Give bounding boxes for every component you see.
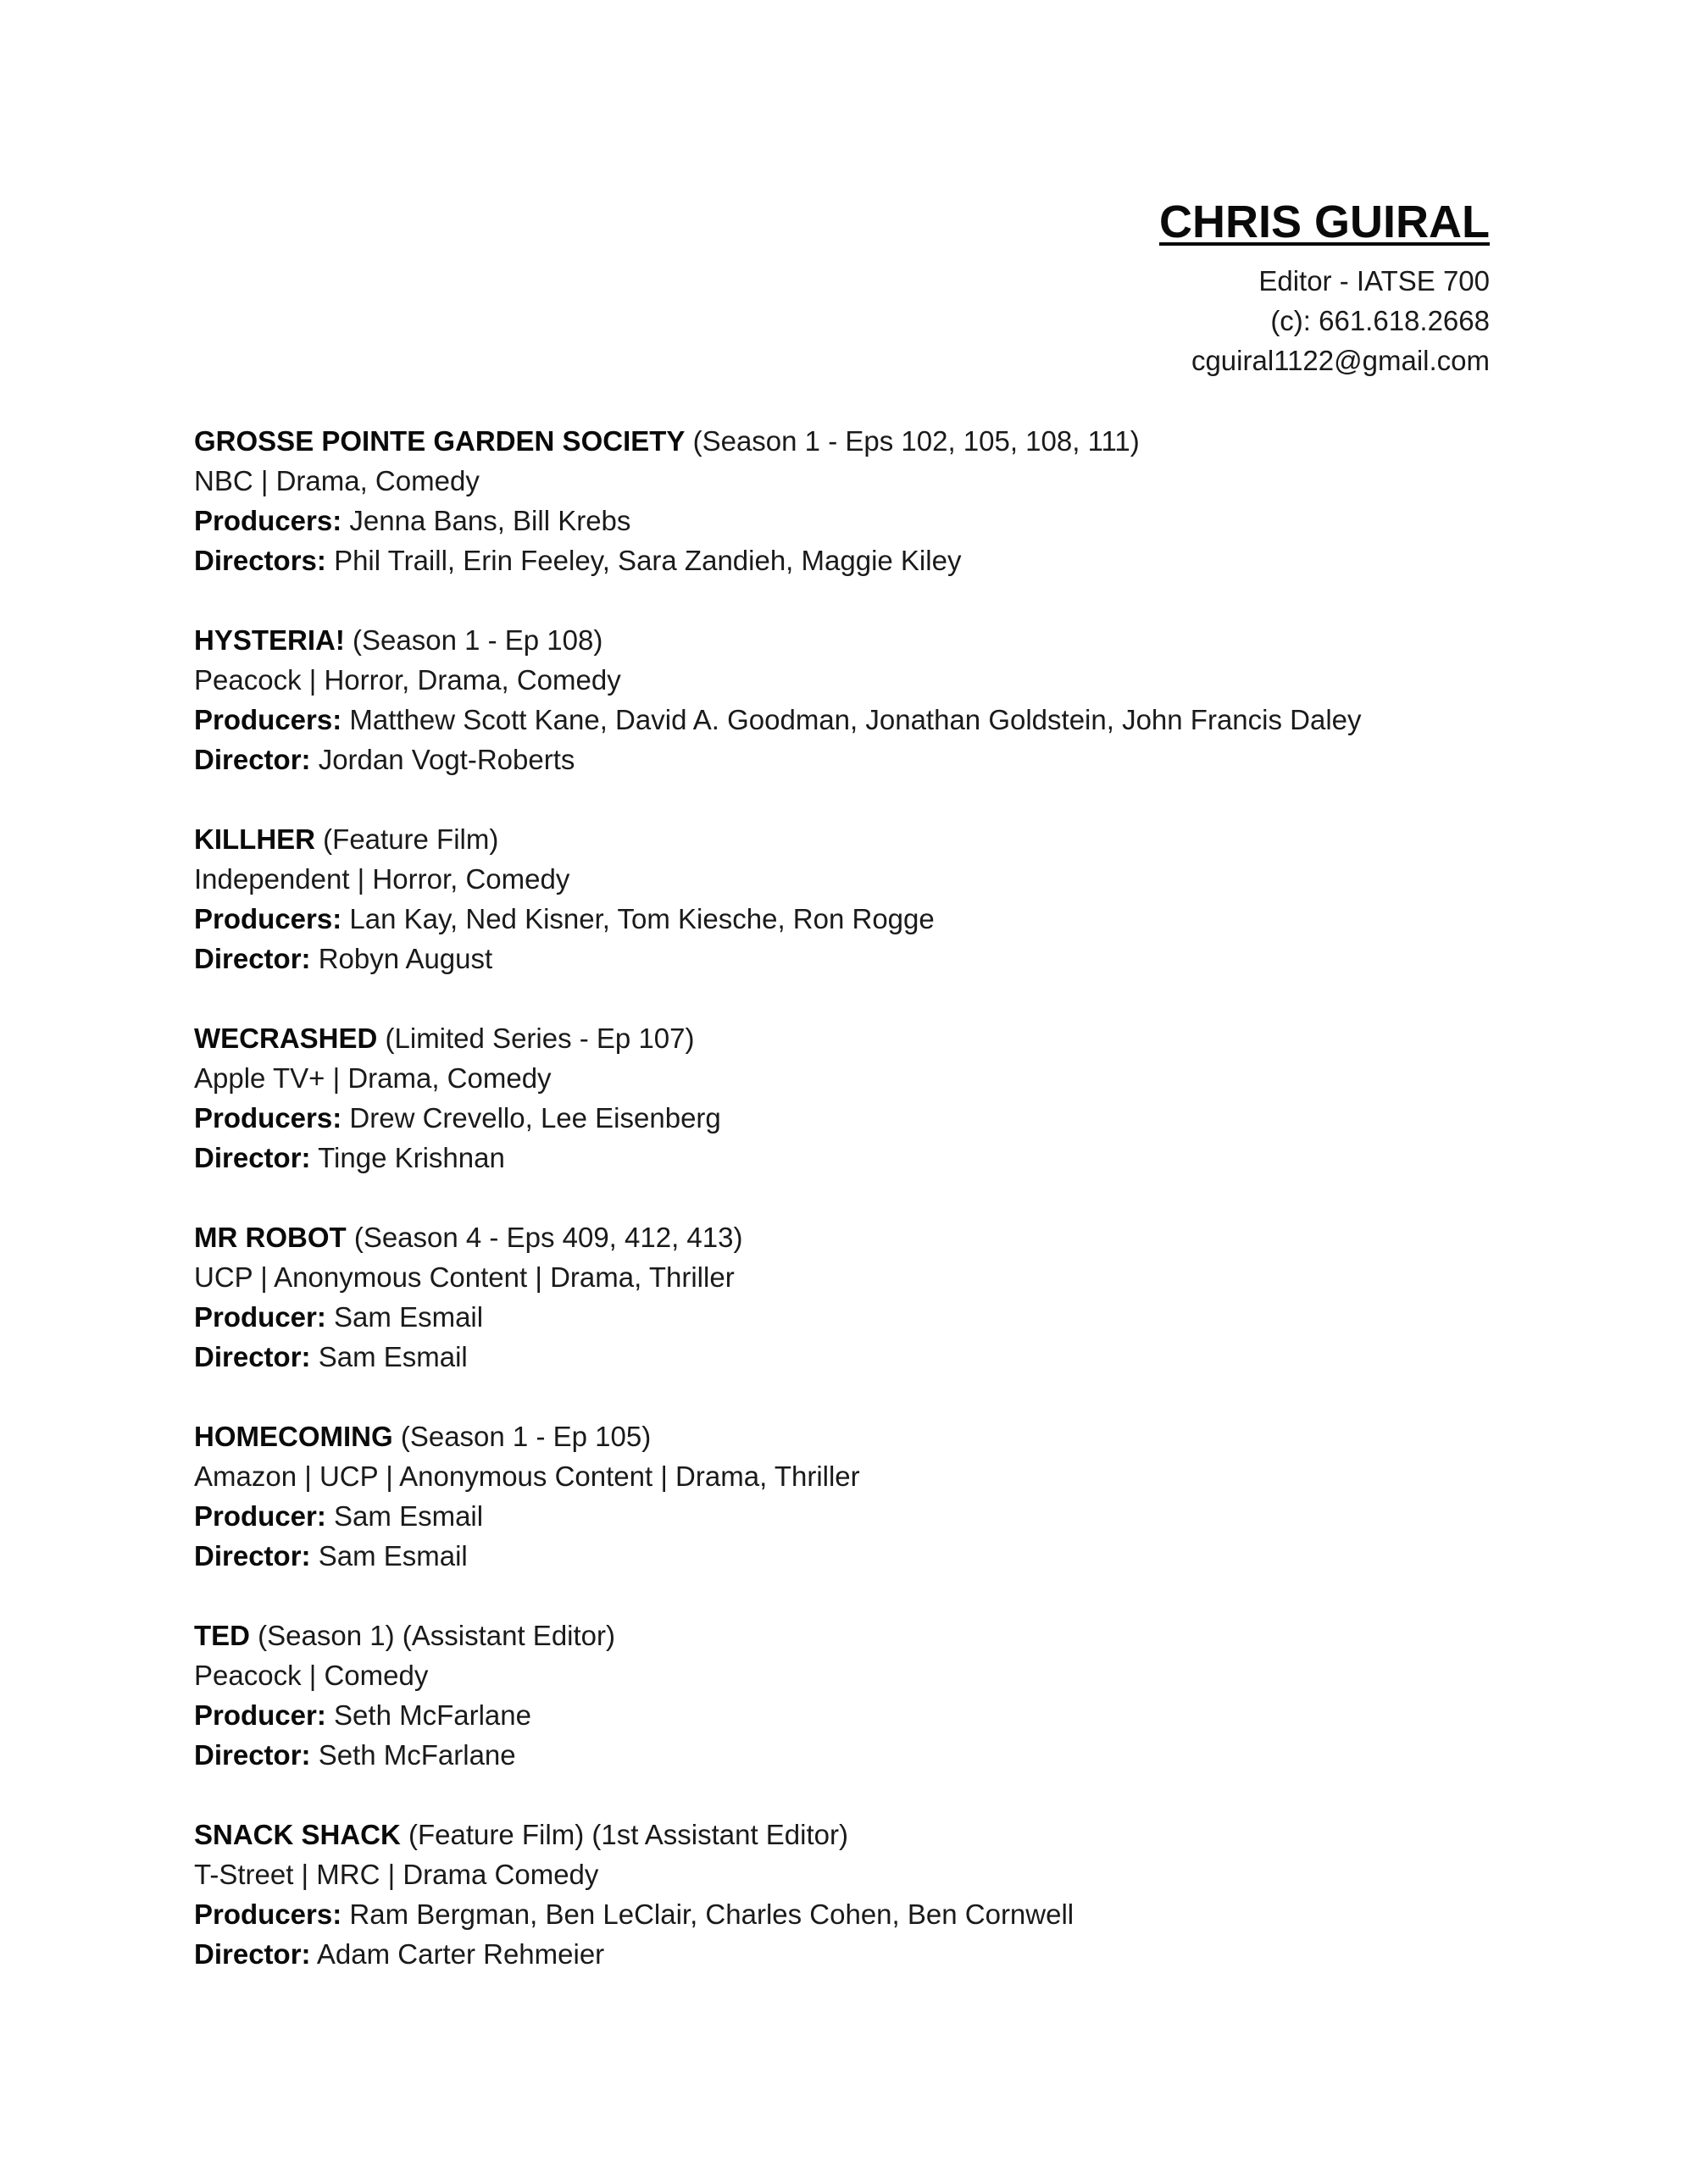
directors-label: Director: [194, 1142, 311, 1173]
producers-label: Producers: [194, 1899, 342, 1930]
credit-detail: (Feature Film) [323, 823, 499, 855]
credit-directors-line [194, 1934, 1516, 1974]
email-address: cguiral1122@gmail.com [1191, 345, 1490, 376]
credit-producers-line [194, 700, 1516, 740]
credit-title: MR ROBOT [194, 1222, 347, 1253]
credit-entry [194, 1217, 1516, 1377]
job-role: Editor - IATSE 700 [1258, 265, 1490, 297]
credit-producers-line [194, 1496, 1516, 1536]
credit-detail: (Season 1 - Eps 102, 105, 108, 111) [692, 425, 1140, 457]
credit-producers: Ram Bergman, Ben LeClair, Charles Cohen, Ben Cornwell [349, 1899, 1074, 1930]
credit-producers: Sam Esmail [334, 1500, 484, 1532]
credit-entry [194, 1616, 1516, 1775]
producers-label: Producer: [194, 1500, 326, 1532]
producers-label: Producers: [194, 505, 342, 536]
credit-directors: Seth McFarlane [318, 1739, 516, 1771]
credit-producers-line [194, 899, 1516, 939]
producers-label: Producer: [194, 1301, 326, 1333]
credit-detail: (Season 4 - Eps 409, 412, 413) [353, 1222, 743, 1253]
credit-title-line [194, 1815, 1516, 1854]
credit-network: T-Street | MRC | Drama Comedy [194, 1859, 599, 1890]
directors-label: Directors: [194, 545, 326, 576]
credit-directors: Robyn August [318, 943, 493, 974]
credit-entry [194, 620, 1516, 779]
candidate-name: CHRIS GUIRAL [1159, 197, 1490, 247]
credit-producers: Matthew Scott Kane, David A. Goodman, Jonathan Goldstein, John Francis Daley [349, 704, 1362, 735]
directors-label: Director: [194, 744, 311, 775]
credit-entry [194, 1815, 1516, 1974]
credit-title: HYSTERIA! [194, 624, 345, 656]
credit-entry [194, 819, 1516, 978]
credit-directors: Sam Esmail [318, 1540, 468, 1571]
credit-detail: (Feature Film) (1st Assistant Editor) [408, 1819, 848, 1850]
credit-title: KILLHER [194, 823, 315, 855]
credit-directors-line [194, 1138, 1516, 1178]
credit-detail: (Season 1 - Ep 108) [353, 624, 603, 656]
credit-title-line [194, 819, 1516, 859]
credit-network: Independent | Horror, Comedy [194, 863, 570, 895]
producers-label: Producer: [194, 1699, 326, 1731]
directors-label: Director: [194, 943, 311, 974]
producers-label: Producers: [194, 704, 342, 735]
credit-directors: Adam Carter Rehmeier [316, 1938, 605, 1970]
credit-title: SNACK SHACK [194, 1819, 401, 1850]
directors-label: Director: [194, 1938, 311, 1970]
credit-directors: Tinge Krishnan [318, 1142, 505, 1173]
credit-directors-line [194, 1735, 1516, 1775]
credit-directors: Sam Esmail [318, 1341, 468, 1372]
credit-network: UCP | Anonymous Content | Drama, Thriller [194, 1261, 735, 1293]
credit-producers-line [194, 1297, 1516, 1337]
credit-title: HOMECOMING [194, 1421, 393, 1452]
credit-network: Peacock | Horror, Drama, Comedy [194, 664, 621, 696]
credit-title-line [194, 620, 1516, 660]
credit-network: Apple TV+ | Drama, Comedy [194, 1062, 552, 1094]
credit-entry [194, 421, 1516, 580]
credit-title-line [194, 1217, 1516, 1257]
producers-label: Producers: [194, 1102, 342, 1134]
credit-title-line [194, 1018, 1516, 1058]
credit-detail: (Season 1 - Ep 105) [400, 1421, 652, 1452]
credit-title-line [194, 1616, 1516, 1655]
credit-title: GROSSE POINTE GARDEN SOCIETY [194, 425, 686, 457]
credit-directors: Jordan Vogt-Roberts [318, 744, 575, 775]
directors-label: Director: [194, 1739, 311, 1771]
credit-directors-line [194, 1536, 1516, 1576]
credits-list [194, 421, 1516, 2014]
credit-producers: Lan Kay, Ned Kisner, Tom Kiesche, Ron Rogge [349, 903, 935, 934]
credit-directors-line [194, 540, 1516, 580]
phone-number: (c): 661.618.2668 [1270, 305, 1490, 336]
credit-detail: (Limited Series - Ep 107) [385, 1023, 695, 1054]
credit-directors: Phil Traill, Erin Feeley, Sara Zandieh, Maggie Kiley [334, 545, 962, 576]
directors-label: Director: [194, 1341, 311, 1372]
credit-network: NBC | Drama, Comedy [194, 465, 480, 496]
credit-producers: Sam Esmail [334, 1301, 484, 1333]
credit-producers: Seth McFarlane [334, 1699, 531, 1731]
resume-header [1159, 193, 1490, 380]
directors-label: Director: [194, 1540, 311, 1571]
credit-directors-line [194, 740, 1516, 779]
credit-entry [194, 1416, 1516, 1576]
credit-network: Amazon | UCP | Anonymous Content | Drama, Thriller [194, 1461, 860, 1492]
credit-title: TED [194, 1620, 250, 1651]
credit-directors-line [194, 1337, 1516, 1377]
credit-title-line [194, 1416, 1516, 1456]
credit-producers-line [194, 1695, 1516, 1735]
credit-entry [194, 1018, 1516, 1178]
credit-title: WECRASHED [194, 1023, 378, 1054]
credit-directors-line [194, 939, 1516, 978]
credit-detail: (Season 1) (Assistant Editor) [258, 1620, 616, 1651]
credit-network: Peacock | Comedy [194, 1660, 429, 1691]
credit-title-line [194, 421, 1516, 461]
producers-label: Producers: [194, 903, 342, 934]
credit-producers: Drew Crevello, Lee Eisenberg [349, 1102, 721, 1134]
credit-producers-line [194, 1894, 1516, 1934]
credit-producers: Jenna Bans, Bill Krebs [349, 505, 631, 536]
credit-producers-line [194, 1098, 1516, 1138]
credit-producers-line [194, 501, 1516, 540]
